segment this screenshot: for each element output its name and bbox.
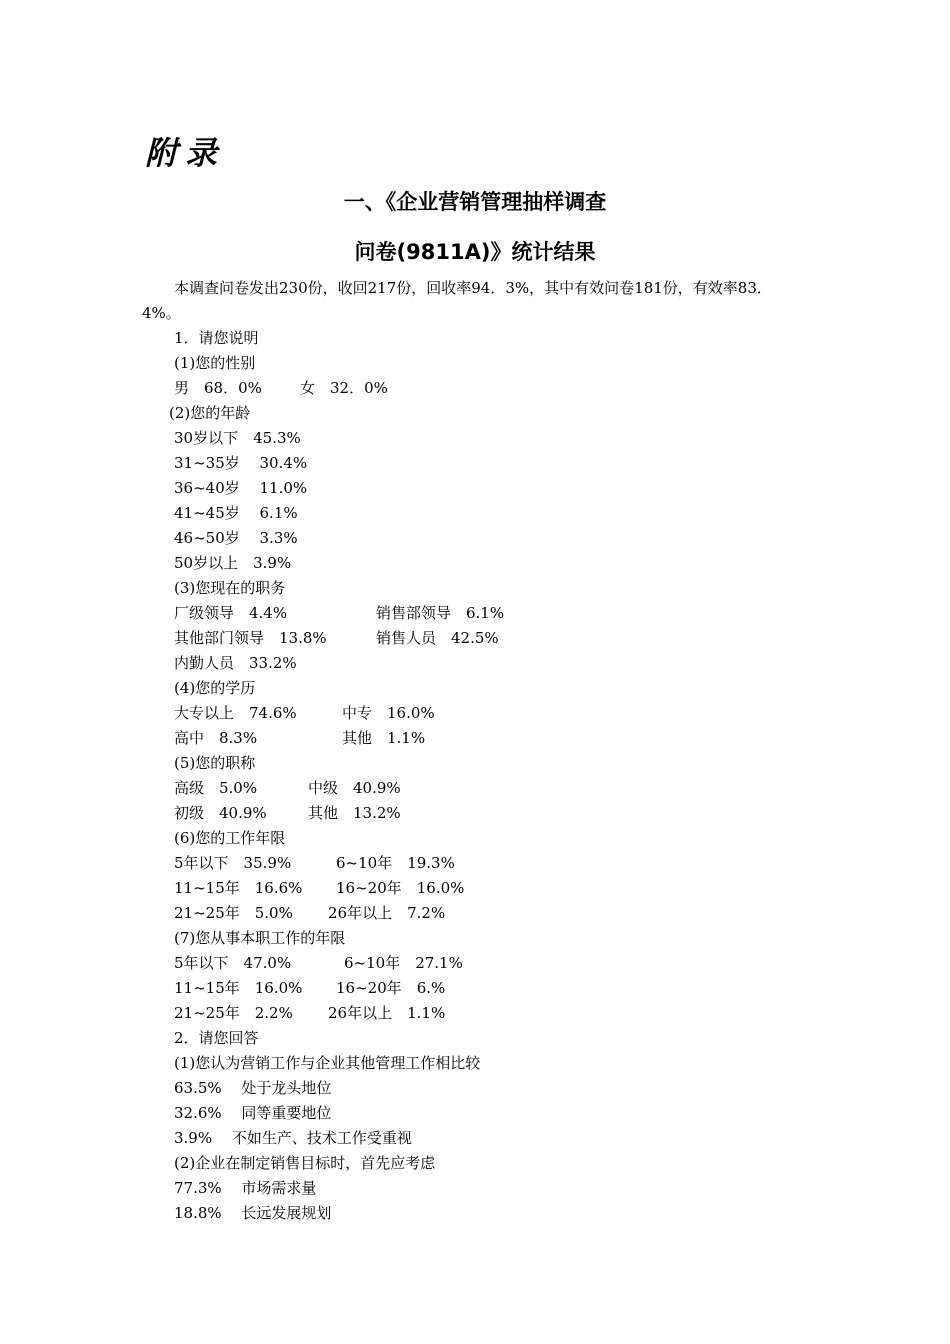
position-cell: 其他部门领导 13.8% — [174, 629, 327, 647]
education-cell: 高中 8.3% — [174, 729, 258, 747]
q1-label: 1．请您说明 — [174, 329, 259, 347]
gender-row — [142, 376, 802, 401]
q2-sub1-item: 63.5% 处于龙头地位 — [174, 1079, 332, 1097]
age-item: 41~45岁 6.1% — [174, 504, 298, 522]
position-cell: 内勤人员 33.2% — [174, 654, 297, 672]
position-row — [142, 601, 802, 626]
work-years-cell: 21~25年 5.0% — [174, 904, 293, 922]
q2-sub2-label: (2)企业在制定销售目标时，首先应考虑 — [174, 1154, 436, 1172]
work-years-row — [142, 876, 802, 901]
title-label: (5)您的职称 — [174, 754, 256, 772]
age-label: (2)您的年龄 — [169, 404, 251, 422]
age-item: 30岁以下 45.3% — [174, 429, 301, 447]
title-cell: 中级 40.9% — [308, 779, 401, 797]
job-years-cell: 6~10年 27.1% — [344, 954, 463, 972]
age-item: 46~50岁 3.3% — [174, 529, 298, 547]
work-years-label: (6)您的工作年限 — [174, 829, 286, 847]
education-cell: 大专以上 74.6% — [174, 704, 297, 722]
title-cell: 高级 5.0% — [174, 779, 258, 797]
education-label: (4)您的学历 — [174, 679, 256, 697]
age-item: 36~40岁 11.0% — [174, 479, 308, 497]
q2-label: 2．请您回答 — [174, 1029, 259, 1047]
position-label: (3)您现在的职务 — [174, 579, 286, 597]
gender-male: 男 68．0% — [174, 379, 262, 397]
work-years-row — [142, 851, 802, 876]
position-cell: 厂级领导 4.4% — [174, 604, 288, 622]
work-years-cell: 26年以上 7.2% — [328, 904, 446, 922]
work-years-cell: 11~15年 16.6% — [174, 879, 303, 897]
job-years-row — [142, 1001, 802, 1026]
job-years-cell: 5年以下 47.0% — [174, 954, 292, 972]
position-row — [142, 626, 802, 651]
appendix-heading: 附录 — [145, 134, 226, 172]
position-row — [142, 651, 802, 676]
q2-sub2-item: 77.3% 市场需求量 — [174, 1179, 317, 1197]
education-row — [142, 701, 802, 726]
position-cell: 销售部领导 6.1% — [376, 604, 505, 622]
gender-label: (1)您的性别 — [174, 354, 256, 372]
age-item: 31~35岁 30.4% — [174, 454, 308, 472]
position-cell: 销售人员 42.5% — [376, 629, 499, 647]
q2-sub2-item: 18.8% 长远发展规划 — [174, 1204, 332, 1222]
job-years-cell: 21~25年 2.2% — [174, 1004, 293, 1022]
title-cell: 其他 13.2% — [308, 804, 401, 822]
work-years-cell: 16~20年 16.0% — [336, 879, 465, 897]
work-years-cell: 5年以下 35.9% — [174, 854, 292, 872]
job-years-label: (7)您从事本职工作的年限 — [174, 929, 346, 947]
work-years-row — [142, 901, 802, 926]
title-line-2: 问卷(9811A)》统计结果 — [354, 240, 596, 264]
q2-sub1-item: 3.9% 不如生产、技术工作受重视 — [174, 1129, 412, 1147]
intro-paragraph: 本调查问卷发出230份，收回217份，回收率94．3%，其中有效问卷181份，有效率83．4%。 — [142, 279, 772, 322]
job-years-row — [142, 951, 802, 976]
job-years-cell: 26年以上 1.1% — [328, 1004, 446, 1022]
gender-female: 女 32．0% — [300, 379, 388, 397]
age-item: 50岁以上 3.9% — [174, 554, 292, 572]
job-years-cell: 11~15年 16.0% — [174, 979, 303, 997]
job-years-cell: 16~20年 6.% — [336, 979, 446, 997]
education-row — [142, 726, 802, 751]
education-cell: 中专 16.0% — [342, 704, 435, 722]
work-years-cell: 6~10年 19.3% — [336, 854, 455, 872]
title-line-1: 一、《企业营销管理抽样调查 — [343, 190, 607, 214]
job-years-row — [142, 976, 802, 1001]
title-cell: 初级 40.9% — [174, 804, 267, 822]
title-row — [142, 776, 802, 801]
q2-sub1-label: (1)您认为营销工作与企业其他管理工作相比较 — [174, 1054, 481, 1072]
education-cell: 其他 1.1% — [342, 729, 426, 747]
document-body — [142, 276, 802, 1226]
title-row — [142, 801, 802, 826]
q2-sub1-item: 32.6% 同等重要地位 — [174, 1104, 332, 1122]
